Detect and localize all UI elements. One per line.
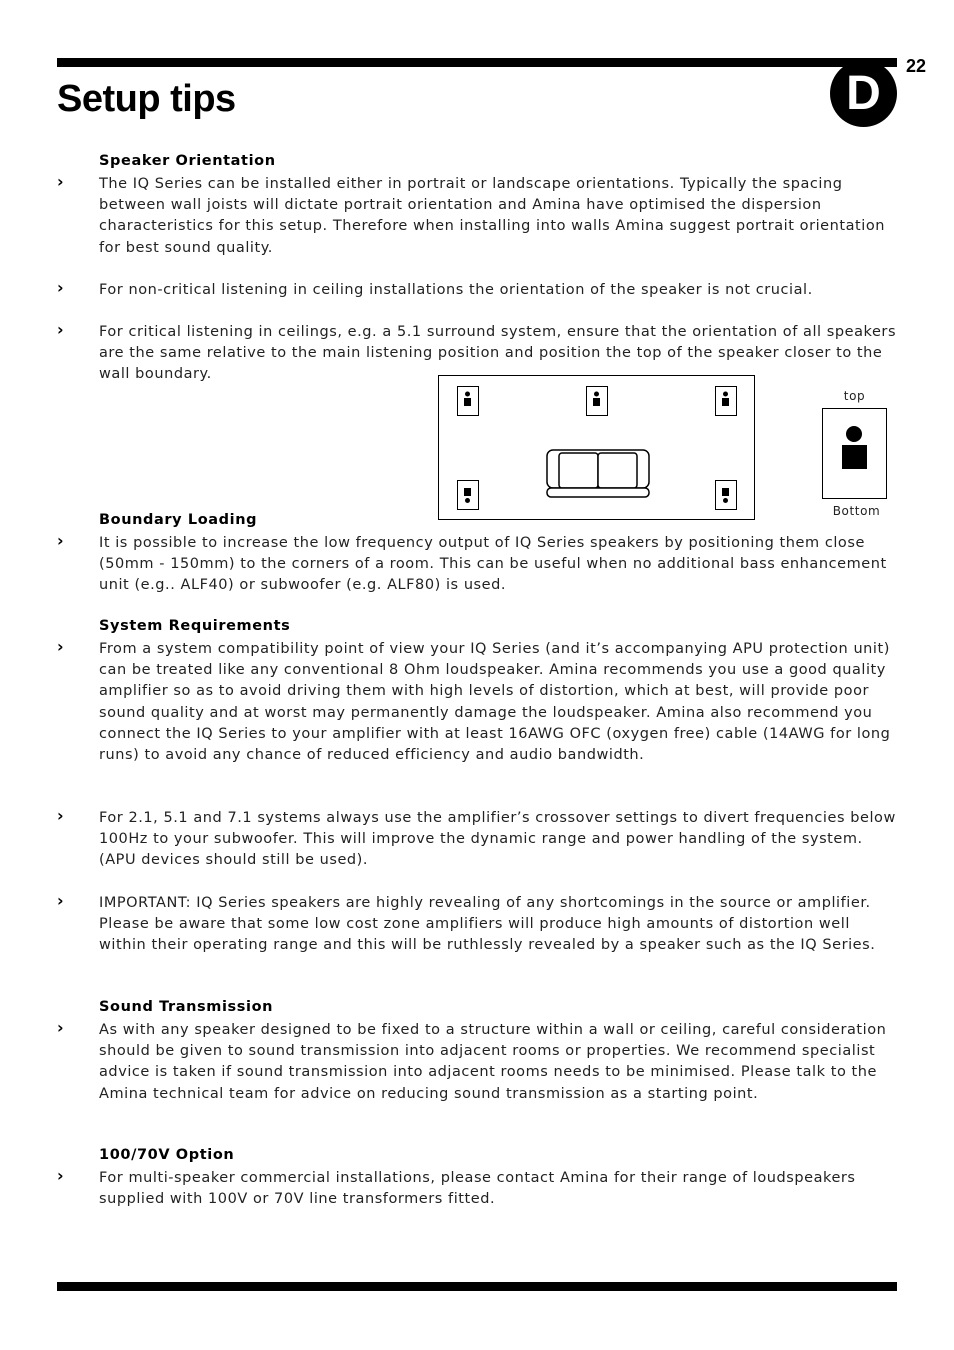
section-heading-boundary-loading: Boundary Loading (99, 512, 258, 528)
speaker-icon-front-right (715, 386, 737, 416)
speaker-icon-rear-right (715, 480, 737, 510)
paragraph: For non-critical listening in ceiling installations the orientation of the speaker is not crucial. (99, 282, 813, 298)
bullet-icon: › (57, 531, 64, 550)
section-heading-system-requirements: System Requirements (99, 618, 291, 634)
diagram-label-top: top (843, 389, 866, 403)
section-heading-speaker-orientation: Speaker Orientation (99, 153, 276, 169)
paragraph: IMPORTANT: IQ Series speakers are highly revealing of any shortcomings in the source or amplifier. Please be aware that some low cost zone amplifiers will produce high amounts of distortion well within their operating range and this will be ruthlessly revealed by a speaker such as the IQ Series. (99, 895, 876, 954)
page-number: 22 (906, 56, 927, 76)
sofa-icon (546, 449, 650, 501)
speaker-icon-center (586, 386, 608, 416)
paragraph: The IQ Series can be installed either in portrait or landscape orientations. Typically the spacing between wall joists will dictate portrait orientation and Amina have optimised the dispersion characteristics for this setup. Therefore when installing into walls Amina suggest portrait orientation for best sound quality. (99, 176, 886, 256)
paragraph: As with any speaker designed to be fixed to a structure within a wall or ceiling, careful consideration should be given to sound transmission into adjacent rooms or properties. We recommend specialist advice is taken if sound transmission into adjacent rooms needs to be minimised. Please talk to the Amina technical team for advice on reducing sound transmission as a starting point. (99, 1022, 887, 1102)
paragraph: For multi-speaker commercial installations, please contact Amina for their range of loudspeakers supplied with 100V or 70V line transformers fitted. (99, 1170, 856, 1208)
bullet-icon: › (57, 806, 64, 825)
speaker-orientation-reference (822, 408, 887, 499)
page-title: Setup tips (57, 78, 236, 120)
bullet-icon: › (57, 320, 64, 339)
bullet-icon: › (57, 1018, 64, 1037)
bullet-icon: › (57, 891, 64, 910)
diagram-label-bottom: Bottom (832, 504, 881, 518)
section-heading-100-70v-option: 100/70V Option (99, 1147, 235, 1163)
bullet-icon: › (57, 1166, 64, 1185)
speaker-icon-front-left (457, 386, 479, 416)
bullet-icon: › (57, 637, 64, 656)
bullet-icon: › (57, 278, 64, 297)
footer-rule (57, 1282, 897, 1291)
section-heading-sound-transmission: Sound Transmission (99, 999, 274, 1015)
bullet-icon: › (57, 172, 64, 191)
paragraph: For critical listening in ceilings, e.g. a 5.1 surround system, ensure that the orientation of all speakers are the same relative to the main listening position and position the top of the speaker closer to the wall boundary. (99, 324, 897, 383)
paragraph: From a system compatibility point of view your IQ Series (and it’s accompanying APU protection unit) can be treated like any conventional 8 Ohm loudspeaker. Amina recommends you use a good quality amplifier so as to avoid driving them with high levels of distortion, which at best, will provide poor sound quality and at worst may permanently damage the loudspeaker. Amina also recommend you connect the IQ Series to your amplifier with at least 16AWG OFC (oxygen free) cable (14AWG for long runs) to avoid any chance of reduced efficiency and audio bandwidth. (99, 641, 891, 764)
section-badge: D (830, 60, 897, 127)
paragraph: For 2.1, 5.1 and 7.1 systems always use the amplifier’s crossover settings to divert frequencies below 100Hz to your subwoofer. This will improve the dynamic range and power handling of the system. (APU devices should still be used). (99, 810, 896, 869)
speaker-icon-rear-left (457, 480, 479, 510)
header-rule (57, 58, 897, 67)
paragraph: It is possible to increase the low frequency output of IQ Series speakers by positioning them close (50mm - 150mm) to the corners of a room. This can be useful when no additional bass enhancement unit (e.g.. ALF40) or subwoofer (e.g. ALF80) is used. (99, 535, 887, 594)
